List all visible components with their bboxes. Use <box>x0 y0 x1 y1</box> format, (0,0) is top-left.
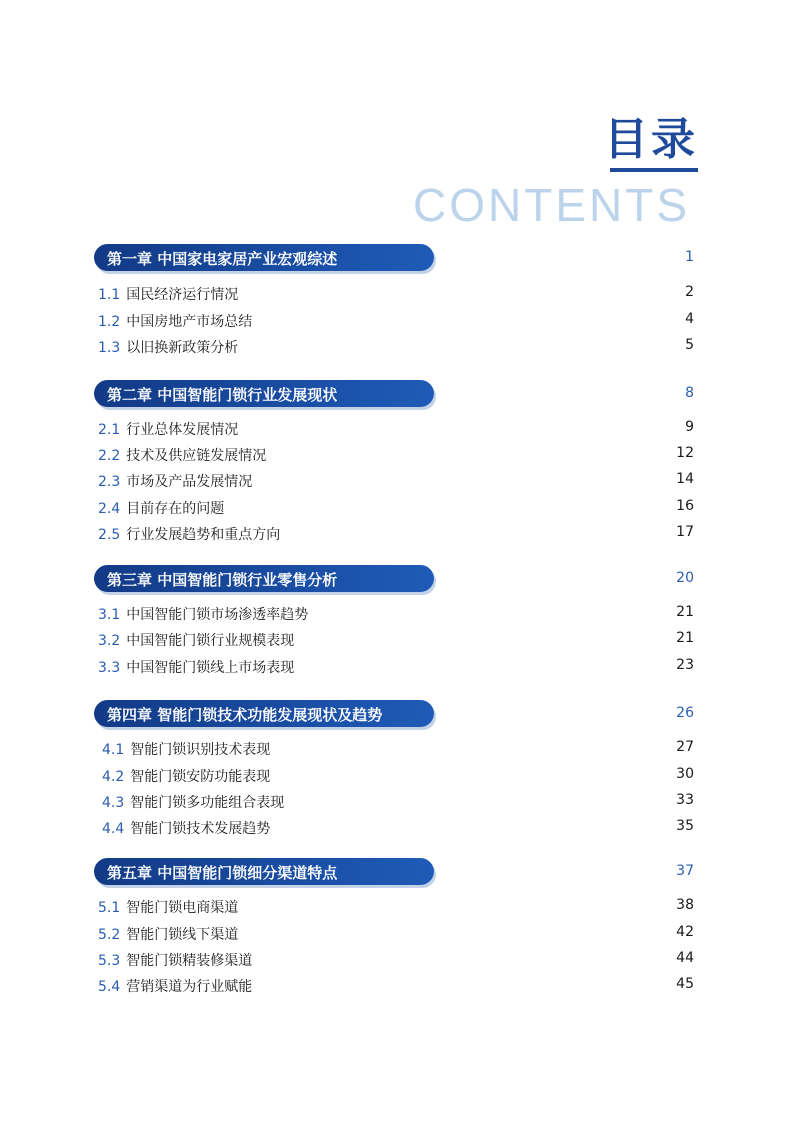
chapter-page-number: 20 <box>676 570 694 586</box>
section-number: 4.1 <box>102 742 125 758</box>
section-number: 5.1 <box>98 900 121 916</box>
toc-section[interactable] <box>98 498 694 520</box>
section-number: 1.3 <box>98 340 121 356</box>
toc-section[interactable] <box>98 657 694 679</box>
chapter-page-number: 8 <box>685 385 694 401</box>
section-number: 2.5 <box>98 527 121 543</box>
chapter-page-number: 1 <box>685 249 694 265</box>
section-title: 国民经济运行情况 <box>126 287 239 303</box>
toc-section[interactable] <box>102 818 694 840</box>
section-page-number: 17 <box>676 524 694 540</box>
section-number: 4.3 <box>102 795 125 811</box>
section-number: 4.2 <box>102 769 125 785</box>
section-number: 3.1 <box>98 607 121 623</box>
toc-section[interactable] <box>98 445 694 467</box>
toc-chapter-5[interactable] <box>94 858 694 885</box>
toc-section[interactable] <box>98 337 694 359</box>
section-page-number: 38 <box>676 897 694 913</box>
chapter-title: 第四章 智能门锁技术功能发展现状及趋势 <box>107 706 383 724</box>
section-page-number: 12 <box>676 445 694 461</box>
chapter-page-number: 26 <box>676 705 694 721</box>
section-number: 3.2 <box>98 633 121 649</box>
toc-section[interactable] <box>102 766 694 788</box>
toc-section[interactable] <box>98 924 694 946</box>
toc-chapter-3[interactable] <box>94 565 694 592</box>
section-page-number: 27 <box>676 739 694 755</box>
toc-section[interactable] <box>98 524 694 546</box>
section-title: 以旧换新政策分析 <box>126 340 239 356</box>
toc-section[interactable] <box>98 311 694 333</box>
section-title: 智能门锁精装修渠道 <box>126 953 253 969</box>
toc-chapter-4[interactable] <box>94 700 694 727</box>
page-title: 目录 <box>604 114 698 165</box>
section-page-number: 33 <box>676 792 694 808</box>
section-page-number: 4 <box>685 311 694 327</box>
section-page-number: 5 <box>685 337 694 353</box>
toc-chapter-1[interactable] <box>94 244 694 271</box>
section-page-number: 16 <box>676 498 694 514</box>
section-title: 中国智能门锁行业规模表现 <box>126 633 295 649</box>
section-number: 1.2 <box>98 314 121 330</box>
section-number: 4.4 <box>102 821 125 837</box>
section-title: 目前存在的问题 <box>126 501 225 517</box>
section-page-number: 21 <box>676 604 694 620</box>
chapter-title: 第二章 中国智能门锁行业发展现状 <box>107 386 338 404</box>
title-underline <box>610 168 698 172</box>
section-title: 中国智能门锁线上市场表现 <box>126 660 295 676</box>
toc-section[interactable] <box>98 976 694 998</box>
chapter-title: 第三章 中国智能门锁行业零售分析 <box>107 571 338 589</box>
chapter-title: 第五章 中国智能门锁细分渠道特点 <box>107 864 338 882</box>
section-page-number: 9 <box>685 419 694 435</box>
section-title: 行业总体发展情况 <box>126 422 239 438</box>
section-number: 2.1 <box>98 422 121 438</box>
section-page-number: 14 <box>676 471 694 487</box>
section-page-number: 21 <box>676 630 694 646</box>
section-number: 2.4 <box>98 501 121 517</box>
section-number: 2.3 <box>98 474 121 490</box>
section-title: 市场及产品发展情况 <box>126 474 253 490</box>
section-page-number: 30 <box>676 766 694 782</box>
section-title: 营销渠道为行业赋能 <box>126 979 253 995</box>
section-title: 智能门锁技术发展趋势 <box>130 821 271 837</box>
toc-chapter-2[interactable] <box>94 380 694 407</box>
section-title: 行业发展趋势和重点方向 <box>126 527 281 543</box>
page-subtitle: CONTENTS <box>413 179 690 231</box>
section-title: 智能门锁电商渠道 <box>126 900 239 916</box>
section-title: 技术及供应链发展情况 <box>126 448 267 464</box>
section-number: 5.3 <box>98 953 121 969</box>
toc-section[interactable] <box>98 950 694 972</box>
section-page-number: 44 <box>676 950 694 966</box>
chapter-page-number: 37 <box>676 863 694 879</box>
section-number: 5.4 <box>98 979 121 995</box>
toc-section[interactable] <box>98 471 694 493</box>
section-page-number: 35 <box>676 818 694 834</box>
toc-section[interactable] <box>98 604 694 626</box>
section-title: 智能门锁多功能组合表现 <box>130 795 285 811</box>
section-title: 中国房地产市场总结 <box>126 314 253 330</box>
section-page-number: 2 <box>685 284 694 300</box>
section-page-number: 42 <box>676 924 694 940</box>
section-page-number: 45 <box>676 976 694 992</box>
toc-section[interactable] <box>98 419 694 441</box>
section-title: 智能门锁安防功能表现 <box>130 769 271 785</box>
toc-section[interactable] <box>102 792 694 814</box>
toc-section[interactable] <box>98 284 694 306</box>
section-number: 1.1 <box>98 287 121 303</box>
section-page-number: 23 <box>676 657 694 673</box>
chapter-title: 第一章 中国家电家居产业宏观综述 <box>107 250 338 268</box>
toc-section[interactable] <box>102 739 694 761</box>
section-title: 中国智能门锁市场渗透率趋势 <box>126 607 309 623</box>
section-number: 3.3 <box>98 660 121 676</box>
toc-section[interactable] <box>98 630 694 652</box>
section-title: 智能门锁线下渠道 <box>126 927 239 943</box>
section-number: 2.2 <box>98 448 121 464</box>
toc-section[interactable] <box>98 897 694 919</box>
section-title: 智能门锁识别技术表现 <box>130 742 271 758</box>
section-number: 5.2 <box>98 927 121 943</box>
